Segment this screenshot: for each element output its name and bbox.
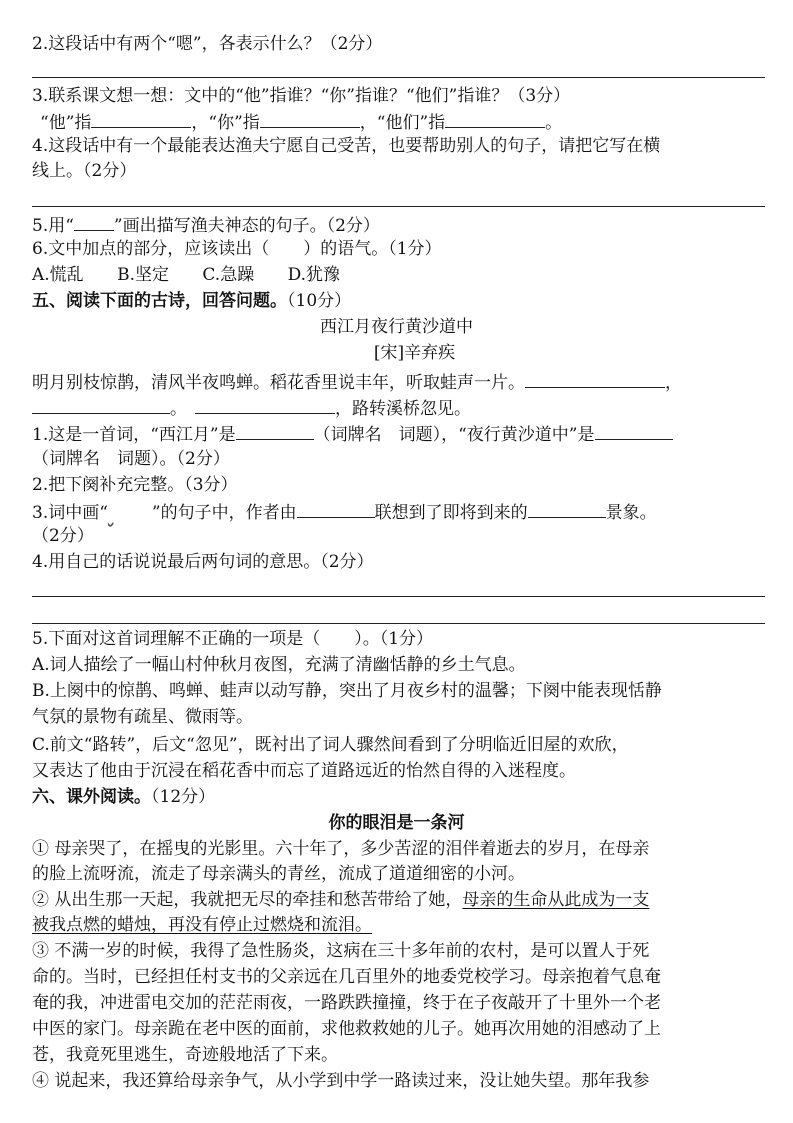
q5-prefix: 5.用“ (32, 216, 74, 236)
section-5-heading (32, 290, 765, 312)
fill-end: 。 (545, 113, 563, 133)
q3-text-c: 联想到了即将到来的 (374, 503, 528, 523)
section-5-title: 五、阅读下面的古诗，回答问题。 (32, 291, 287, 311)
question-5-1-line2: （词牌名 词题）。（2分） (32, 449, 230, 469)
option-b[interactable]: B.坚定 (117, 265, 169, 285)
option-c[interactable]: C.急躁 (202, 265, 255, 285)
fill-label-ni: ，“你”指 (191, 113, 260, 133)
question-5-5: 5.下面对这首词理解不正确的一项是（ ）。（1分） (32, 629, 434, 649)
question-4-6: 6.文中加点的部分，应该读出（ ）的语气。（1分） (32, 239, 442, 259)
poem-line-2 (32, 396, 765, 420)
question-4-5 (32, 213, 765, 237)
poem-text: 明月别枝惊鹊，清风半夜鸣蝉。稻花香里说丰年，听取蛙声一片。 (32, 373, 525, 393)
poem-punct: 。 (170, 399, 187, 419)
paragraph-2-line1 (32, 889, 765, 911)
wavy-underline-marker (108, 502, 152, 524)
paragraph-2-line2 (32, 914, 765, 936)
question-5-5-option-a[interactable]: A.词人描绘了一幅山村仲秋月夜图，充满了清幽恬静的乡土气息。 (32, 655, 526, 675)
paragraph-1-line2: 的脸上流呀流，流走了母亲满头的青丝，流成了道道细密的小河。 (32, 864, 525, 884)
question-4-3-fill (40, 110, 765, 134)
answer-line (32, 596, 765, 597)
section-6-points: （12分） (151, 787, 216, 807)
question-5-2: 2.把下阕补充完整。（3分） (32, 475, 238, 495)
answer-blank[interactable] (528, 500, 606, 518)
answer-blank[interactable] (236, 422, 314, 440)
poem-author: [宋]辛弃疾 (373, 343, 456, 363)
answer-blank[interactable] (595, 422, 673, 440)
answer-line (32, 623, 765, 624)
paragraph-3-line5: 苍，我竟死里逃生，奇迹般地活了下来。 (32, 1045, 338, 1065)
section-6-title: 六、课外阅读。 (32, 787, 151, 807)
question-5-5-option-b-line1[interactable]: B.上阕中的惊鹊、鸣蝉、蛙声以动写静，突出了月夜乡村的温馨；下阕中能表现恬静 (32, 681, 662, 701)
paragraph-4-line1: ④ 说起来，我还算给母亲争气，从小学到中学一路读过来，没让她失望。那年我参 (32, 1071, 650, 1091)
answer-blank[interactable] (195, 396, 335, 414)
q3-text-a: 3.词中画“ (32, 503, 108, 523)
question-4-3: 3.联系课文想一想：文中的“他”指谁？“你”指谁？“他们”指谁？（3分） (32, 86, 571, 106)
q1-text-a: 1.这是一首词，“西江月”是 (32, 425, 236, 445)
paragraph-3-line4: 中医的家门。母亲跪在老中医的面前，求他救救她的儿子。她再次用她的泪感动了上 (32, 1019, 661, 1039)
answer-line (32, 206, 765, 207)
option-d[interactable]: D.犹豫 (287, 265, 341, 285)
underlined-sentence: 被我点燃的蜡烛，再没有停止过燃烧和流泪。 (32, 915, 372, 935)
question-5-1 (32, 422, 765, 446)
paragraph-3-line2: 命的。当时，已经担任村支书的父亲远在几百里外的地委党校学习。母亲抱着气息奄 (32, 967, 661, 987)
question-4-2: 2.这段话中有两个“嗯”，各表示什么？（2分） (32, 34, 383, 54)
paragraph-3-line1: ③ 不满一岁的时候，我得了急性肠炎，这病在三十多年前的农村，是可以置人于死 (32, 941, 650, 961)
poem-line-1 (32, 370, 765, 394)
section-5-points: （10分） (287, 291, 352, 311)
question-4-4-line2: 线上。（2分） (32, 161, 137, 181)
section-6-heading (32, 786, 765, 808)
answer-blank[interactable] (91, 110, 191, 128)
article-title: 你的眼泪是一条河 (328, 813, 465, 833)
question-5-3-line2: （2分） (32, 526, 94, 546)
question-5-3 (32, 500, 765, 524)
answer-blank[interactable] (297, 500, 375, 518)
q1-text-b: （词牌名 词题），“夜行黄沙道中”是 (313, 425, 595, 445)
q5-suffix: ”画出描写渔夫神态的句子。（2分） (113, 216, 380, 236)
poem-text: ，路转溪桥忽见。 (335, 399, 471, 419)
question-4-4-line1: 4.这段话中有一个最能表达渔夫宁愿自己受苦，也要帮助别人的句子，请把它写在横 (32, 136, 661, 156)
fill-label-ta: “他”指 (40, 113, 92, 133)
question-5-5-option-c-line2[interactable]: 又表达了他由于沉浸在稻花香中而忘了道路远近的怡然自得的入迷程度。 (32, 761, 576, 781)
underlined-sentence: 母亲的生命从此成为一支 (462, 890, 650, 910)
paragraph-3-line3: 奄的我，冲进雷电交加的茫茫雨夜，一路跌跌撞撞，终于在子夜敲开了十里外一个老 (32, 993, 661, 1013)
question-5-5-option-c-line1[interactable]: C.前文“路转”，后文“忽见”，既衬出了词人骤然间看到了分明临近旧屋的欢欣， (32, 735, 629, 755)
paragraph-2-text: ② 从出生那一天起，我就把无尽的牵挂和愁苦带给了她， (32, 890, 463, 910)
question-5-5-option-b-line2[interactable]: 气氛的景物有疏星、微雨等。 (32, 707, 253, 727)
q3-text-b: ”的句子中，作者由 (151, 503, 297, 523)
answer-blank[interactable] (445, 110, 545, 128)
answer-blank[interactable] (32, 396, 170, 414)
straight-underline-marker (74, 213, 114, 231)
answer-blank[interactable] (525, 370, 665, 388)
question-5-4: 4.用自己的话说说最后两句词的意思。（2分） (32, 552, 374, 572)
question-4-6-options (32, 264, 765, 286)
answer-line (32, 77, 765, 78)
poem-title: 西江月夜行黄沙道中 (320, 317, 473, 337)
q3-text-d: 景象。 (605, 503, 657, 523)
fill-label-tamen: ，“他们”指 (359, 113, 446, 133)
option-a[interactable]: A.慌乱 (32, 265, 84, 285)
answer-blank[interactable] (260, 110, 360, 128)
paragraph-1-line1: ① 母亲哭了，在摇曳的光影里。六十年了，多少苦涩的泪伴着逝去的岁月，在母亲 (32, 839, 650, 859)
poem-punct: ， (665, 373, 682, 393)
